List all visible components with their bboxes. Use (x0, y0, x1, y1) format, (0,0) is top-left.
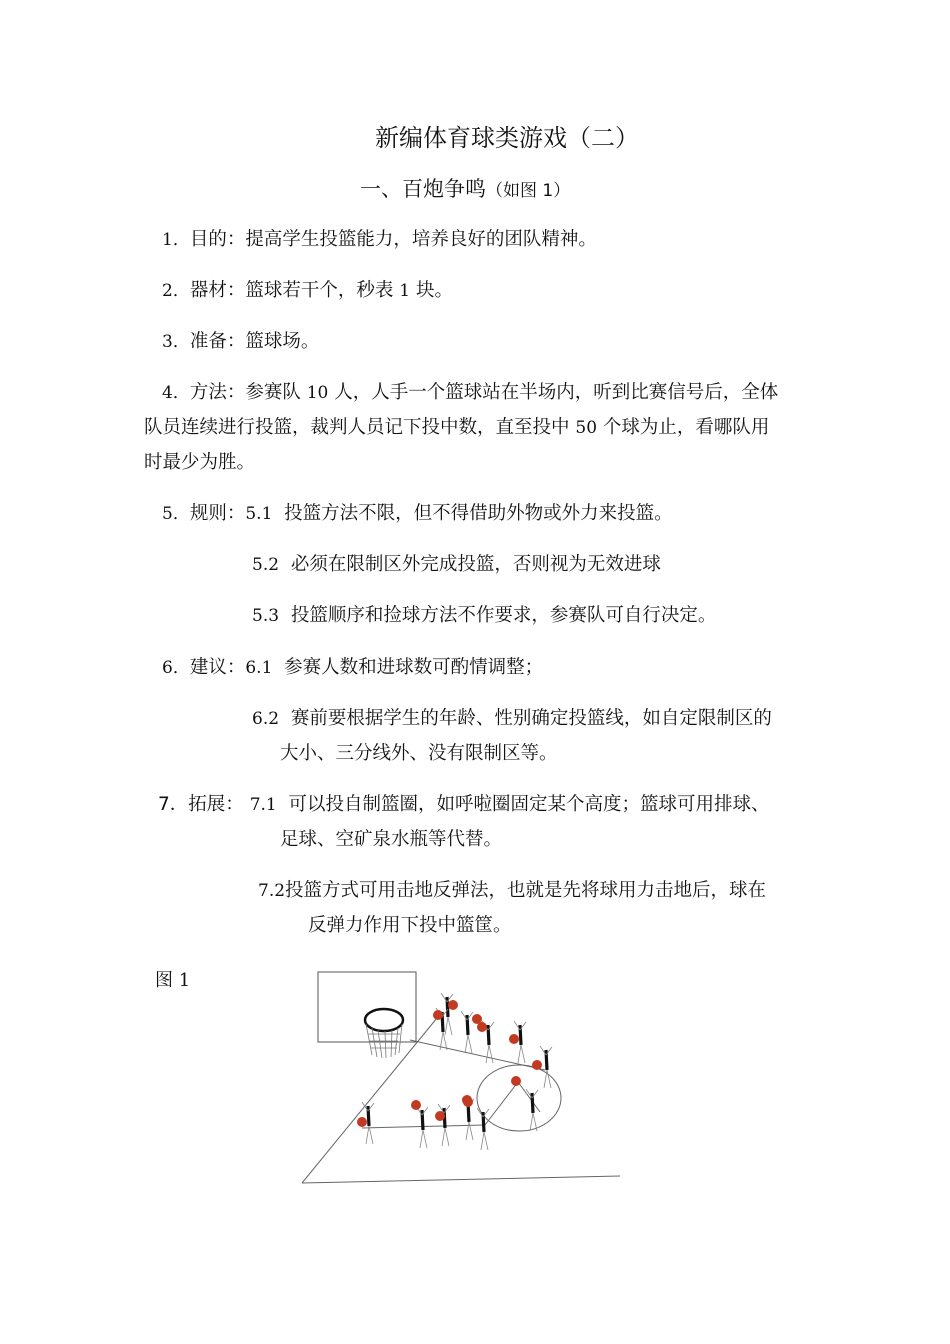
rule-text: 投篮方法不限，但不得借助外物或外力来投篮。 (284, 503, 673, 524)
rule-text: 必须在限制区外完成投篮，否则视为无效进球 (290, 554, 661, 575)
item-label: 方法： (189, 382, 246, 403)
section-heading-text: 一、百炮争鸣 (360, 177, 486, 201)
figure-label: 图 1 (155, 970, 191, 991)
item-number: 6． (162, 658, 190, 678)
extension-text: 可以投自制篮圈，如呼啦圈固定某个高度；篮球可用排球、 (288, 794, 770, 815)
extension-7-2-cont: 反弹力作用下投中篮筐。 (308, 915, 512, 936)
basket-hoop (365, 1009, 403, 1058)
item-number: 1． (162, 230, 190, 250)
suggestion-6-2-cont: 大小、三分线外、没有限制区等。 (280, 743, 558, 764)
item-label: 器材： (189, 280, 246, 301)
extension-7-1-cont: 足球、空矿泉水瓶等代替。 (280, 829, 503, 850)
suggestion-number: 6.1 (245, 658, 273, 678)
player-figure (532, 1046, 552, 1088)
page-title: 新编体育球类游戏（二） (375, 124, 639, 152)
court-lines (302, 1018, 620, 1183)
item-4-line-3: 时最少为胜。 (144, 452, 256, 473)
extension-number: 7.1 (249, 795, 277, 815)
basketball-icon (462, 1095, 472, 1105)
extension-text: 投篮方式可用击地反弹法，也就是先将球用力击地后，球在 (285, 880, 767, 901)
item-label: 拓展： (188, 794, 244, 815)
item-number: 2． (162, 281, 190, 301)
player-figure (357, 1102, 374, 1144)
player-figure (461, 1011, 482, 1053)
player-figure (511, 1076, 538, 1131)
item-number: 4． (162, 383, 190, 403)
basketball-icon (532, 1060, 542, 1070)
item-text-cont: 个球为止，看哪队用 (597, 417, 770, 438)
item-text: 篮球场。 (245, 331, 320, 352)
players-group (357, 993, 552, 1150)
rule-number: 5.1 (245, 504, 273, 524)
item-number-value: 1 (399, 281, 411, 301)
item-text: 参赛队 (245, 382, 307, 403)
item-text-cont: 人，人手一个篮球站在半场内，听到比赛信号后，全体 (328, 382, 779, 403)
suggestion-text: 赛前要根据学生的年龄、性别确定投篮线，如自定限制区的 (290, 708, 772, 729)
item-label: 准备： (189, 331, 246, 352)
player-figure (411, 1100, 428, 1148)
rule-number: 5.2 (252, 555, 280, 575)
suggestion-text: 参赛人数和进球数可酌情调整； (284, 657, 544, 678)
item-label: 规则： (189, 503, 246, 524)
player-figure (509, 1021, 526, 1063)
item-number-value: 10 (306, 383, 329, 403)
item-text-tail: 块。 (410, 280, 453, 301)
basketball-icon (433, 1010, 443, 1020)
rule-number: 5.3 (252, 606, 280, 626)
basketball-icon (511, 1076, 521, 1086)
item-label: 目的： (189, 229, 246, 250)
item-text: 提高学生投篮能力，培养良好的团队精神。 (245, 229, 597, 250)
item-number: 5． (162, 504, 190, 524)
item-number-value: 50 (575, 418, 598, 438)
basketball-icon (411, 1100, 421, 1110)
basketball-icon (477, 1022, 487, 1032)
item-number: 3． (162, 332, 190, 352)
item-number: 7． (158, 794, 189, 815)
basketball-icon (509, 1034, 519, 1044)
suggestion-number: 6.2 (252, 709, 280, 729)
player-figure (462, 1095, 489, 1150)
section-figure-note: （如图 1） (486, 181, 571, 201)
basketball-icon (435, 1111, 445, 1121)
item-text: 队员连续进行投篮，裁判人员记下投中数，直至投中 (144, 417, 576, 438)
basketball-icon (357, 1117, 367, 1127)
item-text: 篮球若干个，秒表 (245, 280, 400, 301)
item-label: 建议： (189, 657, 246, 678)
extension-number: 7.2 (258, 881, 286, 901)
basketball-icon (448, 1000, 458, 1010)
rule-text: 投篮顺序和捡球方法不作要求，参赛队可自行决定。 (290, 605, 717, 626)
player-figure (435, 1104, 450, 1146)
